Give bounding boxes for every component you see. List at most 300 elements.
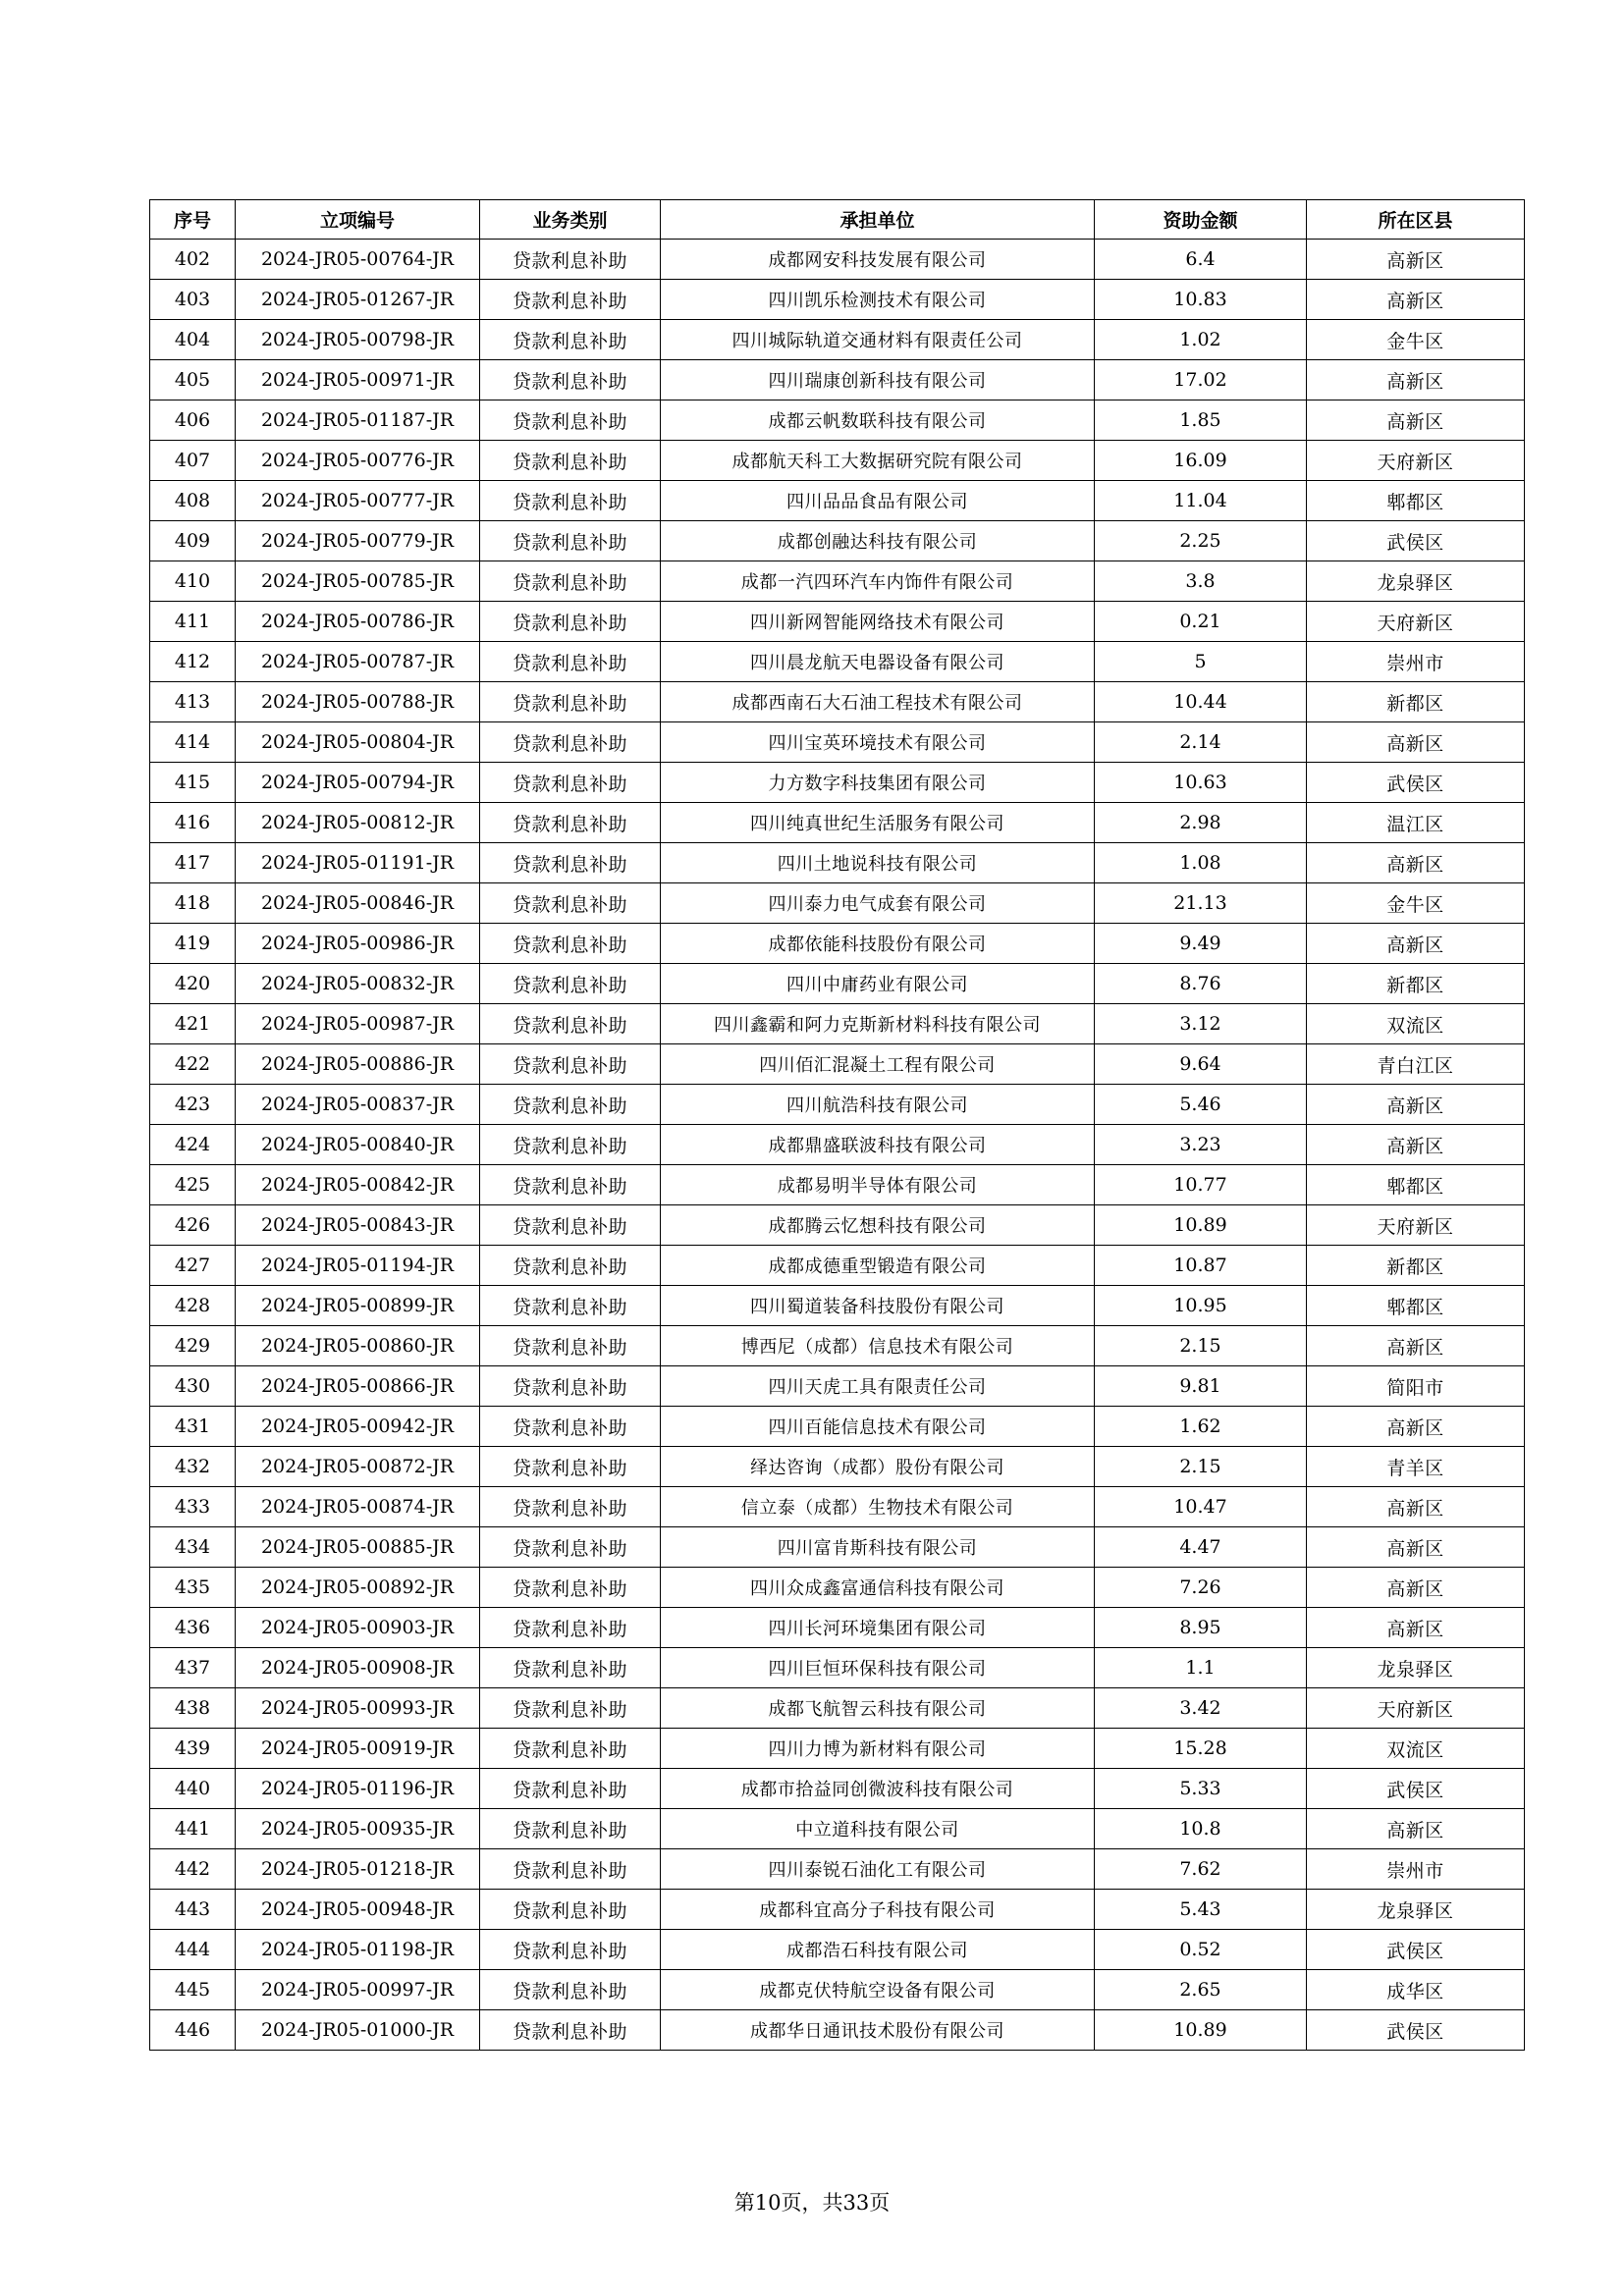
cell-district: 天府新区 — [1307, 441, 1525, 481]
table-row — [150, 561, 1525, 602]
cell-amount: 10.8 — [1095, 1809, 1307, 1849]
cell-project-code: 2024-JR05-00832-JR — [236, 964, 480, 1004]
header-business-type: 业务类别 — [480, 200, 661, 240]
cell-seq: 416 — [150, 803, 236, 843]
cell-district: 高新区 — [1307, 1326, 1525, 1366]
cell-business-type: 贷款利息补助 — [480, 1447, 661, 1487]
cell-company: 四川泰力电气成套有限公司 — [661, 883, 1095, 924]
cell-business-type: 贷款利息补助 — [480, 642, 661, 682]
table-row — [150, 1970, 1525, 2010]
cell-seq: 419 — [150, 924, 236, 964]
cell-amount: 10.47 — [1095, 1487, 1307, 1527]
cell-business-type: 贷款利息补助 — [480, 1326, 661, 1366]
cell-project-code: 2024-JR05-00812-JR — [236, 803, 480, 843]
table-row — [150, 1326, 1525, 1366]
cell-company: 博西尼（成都）信息技术有限公司 — [661, 1326, 1095, 1366]
cell-company: 四川中庸药业有限公司 — [661, 964, 1095, 1004]
cell-amount: 0.52 — [1095, 1930, 1307, 1970]
cell-business-type: 贷款利息补助 — [480, 602, 661, 642]
cell-business-type: 贷款利息补助 — [480, 1407, 661, 1447]
cell-amount: 2.15 — [1095, 1326, 1307, 1366]
cell-project-code: 2024-JR05-01267-JR — [236, 280, 480, 320]
cell-business-type: 贷款利息补助 — [480, 682, 661, 722]
cell-seq: 409 — [150, 521, 236, 561]
cell-project-code: 2024-JR05-00987-JR — [236, 1004, 480, 1044]
funding-table — [149, 199, 1525, 2051]
cell-district: 青白江区 — [1307, 1044, 1525, 1085]
cell-project-code: 2024-JR05-00860-JR — [236, 1326, 480, 1366]
cell-amount: 10.83 — [1095, 280, 1307, 320]
cell-company: 信立泰（成都）生物技术有限公司 — [661, 1487, 1095, 1527]
cell-amount: 1.1 — [1095, 1648, 1307, 1688]
cell-project-code: 2024-JR05-00874-JR — [236, 1487, 480, 1527]
cell-project-code: 2024-JR05-00777-JR — [236, 481, 480, 521]
cell-project-code: 2024-JR05-00866-JR — [236, 1366, 480, 1407]
cell-business-type: 贷款利息补助 — [480, 1004, 661, 1044]
cell-district: 高新区 — [1307, 722, 1525, 763]
cell-seq: 406 — [150, 400, 236, 441]
table-row — [150, 1004, 1525, 1044]
cell-amount: 8.95 — [1095, 1608, 1307, 1648]
cell-amount: 6.4 — [1095, 240, 1307, 280]
cell-project-code: 2024-JR05-00886-JR — [236, 1044, 480, 1085]
table-row — [150, 1246, 1525, 1286]
cell-company: 成都一汽四环汽车内饰件有限公司 — [661, 561, 1095, 602]
cell-business-type: 贷款利息补助 — [480, 1568, 661, 1608]
cell-amount: 10.63 — [1095, 763, 1307, 803]
table-row — [150, 1769, 1525, 1809]
cell-seq: 433 — [150, 1487, 236, 1527]
cell-amount: 3.42 — [1095, 1688, 1307, 1729]
cell-seq: 425 — [150, 1165, 236, 1205]
cell-amount: 7.26 — [1095, 1568, 1307, 1608]
cell-district: 青羊区 — [1307, 1447, 1525, 1487]
table-body — [150, 240, 1525, 2051]
cell-district: 高新区 — [1307, 1125, 1525, 1165]
table-row — [150, 1849, 1525, 1890]
cell-seq: 408 — [150, 481, 236, 521]
cell-business-type: 贷款利息补助 — [480, 1205, 661, 1246]
table-row — [150, 1729, 1525, 1769]
cell-project-code: 2024-JR05-00843-JR — [236, 1205, 480, 1246]
cell-company: 成都云帆数联科技有限公司 — [661, 400, 1095, 441]
cell-district: 高新区 — [1307, 280, 1525, 320]
cell-district: 新都区 — [1307, 682, 1525, 722]
cell-amount: 3.8 — [1095, 561, 1307, 602]
header-project-code: 立项编号 — [236, 200, 480, 240]
cell-seq: 414 — [150, 722, 236, 763]
cell-seq: 435 — [150, 1568, 236, 1608]
cell-amount: 2.14 — [1095, 722, 1307, 763]
cell-project-code: 2024-JR05-00794-JR — [236, 763, 480, 803]
cell-company: 成都科宜高分子科技有限公司 — [661, 1890, 1095, 1930]
cell-business-type: 贷款利息补助 — [480, 1165, 661, 1205]
cell-business-type: 贷款利息补助 — [480, 1608, 661, 1648]
cell-district: 高新区 — [1307, 1568, 1525, 1608]
cell-company: 成都成德重型锻造有限公司 — [661, 1246, 1095, 1286]
cell-business-type: 贷款利息补助 — [480, 1729, 661, 1769]
cell-business-type: 贷款利息补助 — [480, 240, 661, 280]
cell-business-type: 贷款利息补助 — [480, 1044, 661, 1085]
cell-seq: 404 — [150, 320, 236, 360]
cell-project-code: 2024-JR05-00997-JR — [236, 1970, 480, 2010]
cell-district: 郫都区 — [1307, 1165, 1525, 1205]
cell-district: 武侯区 — [1307, 763, 1525, 803]
cell-amount: 5.46 — [1095, 1085, 1307, 1125]
cell-company: 力方数字科技集团有限公司 — [661, 763, 1095, 803]
cell-seq: 415 — [150, 763, 236, 803]
table-row — [150, 400, 1525, 441]
cell-company: 四川凯乐检测技术有限公司 — [661, 280, 1095, 320]
cell-seq: 426 — [150, 1205, 236, 1246]
table-row — [150, 1165, 1525, 1205]
cell-company: 成都克伏特航空设备有限公司 — [661, 1970, 1095, 2010]
table-header-row — [150, 200, 1525, 240]
table-row — [150, 763, 1525, 803]
table-row — [150, 964, 1525, 1004]
cell-amount: 9.49 — [1095, 924, 1307, 964]
cell-project-code: 2024-JR05-00787-JR — [236, 642, 480, 682]
cell-amount: 2.15 — [1095, 1447, 1307, 1487]
cell-seq: 421 — [150, 1004, 236, 1044]
cell-company: 四川航浩科技有限公司 — [661, 1085, 1095, 1125]
cell-business-type: 贷款利息补助 — [480, 964, 661, 1004]
cell-district: 天府新区 — [1307, 602, 1525, 642]
cell-district: 高新区 — [1307, 240, 1525, 280]
cell-company: 成都浩石科技有限公司 — [661, 1930, 1095, 1970]
cell-seq: 403 — [150, 280, 236, 320]
cell-amount: 10.89 — [1095, 1205, 1307, 1246]
cell-project-code: 2024-JR05-00942-JR — [236, 1407, 480, 1447]
cell-seq: 438 — [150, 1688, 236, 1729]
cell-amount: 9.81 — [1095, 1366, 1307, 1407]
cell-seq: 424 — [150, 1125, 236, 1165]
cell-amount: 3.23 — [1095, 1125, 1307, 1165]
cell-business-type: 贷款利息补助 — [480, 1487, 661, 1527]
cell-amount: 21.13 — [1095, 883, 1307, 924]
cell-seq: 437 — [150, 1648, 236, 1688]
cell-business-type: 贷款利息补助 — [480, 1246, 661, 1286]
cell-company: 成都易明半导体有限公司 — [661, 1165, 1095, 1205]
table-row — [150, 843, 1525, 883]
cell-district: 双流区 — [1307, 1729, 1525, 1769]
cell-amount: 10.77 — [1095, 1165, 1307, 1205]
cell-business-type: 贷款利息补助 — [480, 1930, 661, 1970]
cell-district: 天府新区 — [1307, 1205, 1525, 1246]
cell-company: 四川力博为新材料有限公司 — [661, 1729, 1095, 1769]
cell-seq: 432 — [150, 1447, 236, 1487]
cell-company: 四川城际轨道交通材料有限责任公司 — [661, 320, 1095, 360]
cell-business-type: 贷款利息补助 — [480, 1286, 661, 1326]
cell-company: 成都鼎盛联波科技有限公司 — [661, 1125, 1095, 1165]
cell-district: 高新区 — [1307, 1809, 1525, 1849]
cell-business-type: 贷款利息补助 — [480, 722, 661, 763]
table-row — [150, 682, 1525, 722]
cell-company: 四川天虎工具有限责任公司 — [661, 1366, 1095, 1407]
cell-company: 成都腾云忆想科技有限公司 — [661, 1205, 1095, 1246]
cell-seq: 417 — [150, 843, 236, 883]
cell-seq: 410 — [150, 561, 236, 602]
cell-business-type: 贷款利息补助 — [480, 561, 661, 602]
cell-seq: 423 — [150, 1085, 236, 1125]
cell-company: 四川富肯斯科技有限公司 — [661, 1527, 1095, 1568]
cell-company: 四川土地说科技有限公司 — [661, 843, 1095, 883]
cell-amount: 1.02 — [1095, 320, 1307, 360]
cell-business-type: 贷款利息补助 — [480, 763, 661, 803]
cell-amount: 10.87 — [1095, 1246, 1307, 1286]
cell-seq: 420 — [150, 964, 236, 1004]
cell-district: 龙泉驿区 — [1307, 561, 1525, 602]
cell-district: 高新区 — [1307, 1487, 1525, 1527]
cell-project-code: 2024-JR05-00786-JR — [236, 602, 480, 642]
table-row — [150, 481, 1525, 521]
cell-district: 武侯区 — [1307, 1769, 1525, 1809]
cell-district: 高新区 — [1307, 1407, 1525, 1447]
cell-district: 新都区 — [1307, 964, 1525, 1004]
cell-district: 高新区 — [1307, 400, 1525, 441]
cell-project-code: 2024-JR05-00846-JR — [236, 883, 480, 924]
page-number: 第10页，共33页 — [733, 2191, 891, 2215]
header-company: 承担单位 — [661, 200, 1095, 240]
cell-business-type: 贷款利息补助 — [480, 1125, 661, 1165]
cell-amount: 10.89 — [1095, 2010, 1307, 2051]
cell-seq: 439 — [150, 1729, 236, 1769]
cell-business-type: 贷款利息补助 — [480, 2010, 661, 2051]
cell-seq: 422 — [150, 1044, 236, 1085]
cell-district: 崇州市 — [1307, 1849, 1525, 1890]
table-row — [150, 883, 1525, 924]
cell-project-code: 2024-JR05-00908-JR — [236, 1648, 480, 1688]
cell-project-code: 2024-JR05-00892-JR — [236, 1568, 480, 1608]
cell-amount: 17.02 — [1095, 360, 1307, 400]
cell-amount: 15.28 — [1095, 1729, 1307, 1769]
table-row — [150, 722, 1525, 763]
cell-amount: 10.44 — [1095, 682, 1307, 722]
cell-seq: 430 — [150, 1366, 236, 1407]
cell-amount: 5 — [1095, 642, 1307, 682]
cell-project-code: 2024-JR05-00785-JR — [236, 561, 480, 602]
cell-district: 简阳市 — [1307, 1366, 1525, 1407]
cell-seq: 407 — [150, 441, 236, 481]
cell-business-type: 贷款利息补助 — [480, 441, 661, 481]
cell-business-type: 贷款利息补助 — [480, 1809, 661, 1849]
cell-amount: 2.65 — [1095, 1970, 1307, 2010]
cell-company: 成都网安科技发展有限公司 — [661, 240, 1095, 280]
cell-amount: 5.43 — [1095, 1890, 1307, 1930]
cell-seq: 431 — [150, 1407, 236, 1447]
cell-project-code: 2024-JR05-01194-JR — [236, 1246, 480, 1286]
table-row — [150, 1527, 1525, 1568]
cell-amount: 9.64 — [1095, 1044, 1307, 1085]
cell-project-code: 2024-JR05-00903-JR — [236, 1608, 480, 1648]
table-row — [150, 602, 1525, 642]
cell-district: 高新区 — [1307, 1527, 1525, 1568]
cell-business-type: 贷款利息补助 — [480, 1527, 661, 1568]
table-row — [150, 240, 1525, 280]
cell-seq: 429 — [150, 1326, 236, 1366]
cell-seq: 402 — [150, 240, 236, 280]
cell-district: 金牛区 — [1307, 320, 1525, 360]
cell-company: 四川鑫霸和阿力克斯新材料科技有限公司 — [661, 1004, 1095, 1044]
cell-seq: 411 — [150, 602, 236, 642]
cell-seq: 427 — [150, 1246, 236, 1286]
table-row — [150, 642, 1525, 682]
cell-company: 四川蜀道装备科技股份有限公司 — [661, 1286, 1095, 1326]
cell-district: 成华区 — [1307, 1970, 1525, 2010]
table-row — [150, 1044, 1525, 1085]
cell-company: 成都市拾益同创微波科技有限公司 — [661, 1769, 1095, 1809]
cell-company: 绎达咨询（成都）股份有限公司 — [661, 1447, 1095, 1487]
cell-seq: 445 — [150, 1970, 236, 2010]
cell-amount: 5.33 — [1095, 1769, 1307, 1809]
table-row — [150, 441, 1525, 481]
cell-company: 四川百能信息技术有限公司 — [661, 1407, 1095, 1447]
table-row — [150, 1648, 1525, 1688]
cell-district: 温江区 — [1307, 803, 1525, 843]
cell-district: 金牛区 — [1307, 883, 1525, 924]
cell-amount: 3.12 — [1095, 1004, 1307, 1044]
cell-district: 龙泉驿区 — [1307, 1890, 1525, 1930]
cell-project-code: 2024-JR05-00885-JR — [236, 1527, 480, 1568]
cell-business-type: 贷款利息补助 — [480, 924, 661, 964]
table-row — [150, 2010, 1525, 2051]
cell-district: 武侯区 — [1307, 521, 1525, 561]
cell-company: 四川晨龙航天电器设备有限公司 — [661, 642, 1095, 682]
cell-company: 四川泰锐石油化工有限公司 — [661, 1849, 1095, 1890]
cell-project-code: 2024-JR05-00776-JR — [236, 441, 480, 481]
cell-project-code: 2024-JR05-01000-JR — [236, 2010, 480, 2051]
cell-district: 武侯区 — [1307, 1930, 1525, 1970]
table-row — [150, 1890, 1525, 1930]
cell-amount: 1.85 — [1095, 400, 1307, 441]
cell-seq: 412 — [150, 642, 236, 682]
cell-district: 崇州市 — [1307, 642, 1525, 682]
cell-project-code: 2024-JR05-00872-JR — [236, 1447, 480, 1487]
cell-business-type: 贷款利息补助 — [480, 320, 661, 360]
cell-seq: 442 — [150, 1849, 236, 1890]
cell-project-code: 2024-JR05-00986-JR — [236, 924, 480, 964]
cell-district: 高新区 — [1307, 1085, 1525, 1125]
table-row — [150, 320, 1525, 360]
cell-district: 高新区 — [1307, 360, 1525, 400]
cell-project-code: 2024-JR05-01187-JR — [236, 400, 480, 441]
cell-district: 武侯区 — [1307, 2010, 1525, 2051]
cell-seq: 446 — [150, 2010, 236, 2051]
cell-business-type: 贷款利息补助 — [480, 1085, 661, 1125]
cell-project-code: 2024-JR05-00899-JR — [236, 1286, 480, 1326]
cell-seq: 428 — [150, 1286, 236, 1326]
cell-business-type: 贷款利息补助 — [480, 843, 661, 883]
cell-district: 郫都区 — [1307, 481, 1525, 521]
cell-district: 高新区 — [1307, 924, 1525, 964]
cell-project-code: 2024-JR05-00948-JR — [236, 1890, 480, 1930]
header-amount: 资助金额 — [1095, 200, 1307, 240]
table-row — [150, 1286, 1525, 1326]
table-row — [150, 1568, 1525, 1608]
table-row — [150, 803, 1525, 843]
header-district: 所在区县 — [1307, 200, 1525, 240]
cell-company: 成都飞航智云科技有限公司 — [661, 1688, 1095, 1729]
cell-project-code: 2024-JR05-00798-JR — [236, 320, 480, 360]
cell-project-code: 2024-JR05-00840-JR — [236, 1125, 480, 1165]
cell-seq: 434 — [150, 1527, 236, 1568]
table-row — [150, 1407, 1525, 1447]
table-row — [150, 1608, 1525, 1648]
cell-company: 四川品品食品有限公司 — [661, 481, 1095, 521]
cell-company: 成都航天科工大数据研究院有限公司 — [661, 441, 1095, 481]
cell-amount: 11.04 — [1095, 481, 1307, 521]
cell-company: 四川佰汇混凝土工程有限公司 — [661, 1044, 1095, 1085]
cell-business-type: 贷款利息补助 — [480, 1769, 661, 1809]
cell-project-code: 2024-JR05-00804-JR — [236, 722, 480, 763]
table-row — [150, 1366, 1525, 1407]
cell-company: 成都华日通讯技术股份有限公司 — [661, 2010, 1095, 2051]
cell-company: 成都创融达科技有限公司 — [661, 521, 1095, 561]
header-seq: 序号 — [150, 200, 236, 240]
cell-seq: 444 — [150, 1930, 236, 1970]
cell-amount: 0.21 — [1095, 602, 1307, 642]
cell-seq: 418 — [150, 883, 236, 924]
cell-district: 龙泉驿区 — [1307, 1648, 1525, 1688]
cell-business-type: 贷款利息补助 — [480, 280, 661, 320]
table-row — [150, 1688, 1525, 1729]
table-row — [150, 924, 1525, 964]
cell-company: 四川巨恒环保科技有限公司 — [661, 1648, 1095, 1688]
cell-amount: 7.62 — [1095, 1849, 1307, 1890]
cell-project-code: 2024-JR05-00935-JR — [236, 1809, 480, 1849]
cell-district: 双流区 — [1307, 1004, 1525, 1044]
cell-project-code: 2024-JR05-01218-JR — [236, 1849, 480, 1890]
table-row — [150, 1085, 1525, 1125]
cell-project-code: 2024-JR05-01191-JR — [236, 843, 480, 883]
cell-business-type: 贷款利息补助 — [480, 883, 661, 924]
cell-seq: 441 — [150, 1809, 236, 1849]
cell-seq: 440 — [150, 1769, 236, 1809]
cell-amount: 8.76 — [1095, 964, 1307, 1004]
cell-amount: 4.47 — [1095, 1527, 1307, 1568]
cell-district: 郫都区 — [1307, 1286, 1525, 1326]
cell-company: 四川长河环境集团有限公司 — [661, 1608, 1095, 1648]
cell-project-code: 2024-JR05-00919-JR — [236, 1729, 480, 1769]
table-row — [150, 280, 1525, 320]
cell-project-code: 2024-JR05-00837-JR — [236, 1085, 480, 1125]
table-row — [150, 1205, 1525, 1246]
cell-amount: 16.09 — [1095, 441, 1307, 481]
cell-company: 四川纯真世纪生活服务有限公司 — [661, 803, 1095, 843]
cell-company: 中立道科技有限公司 — [661, 1809, 1095, 1849]
table-row — [150, 1487, 1525, 1527]
cell-amount: 1.08 — [1095, 843, 1307, 883]
cell-business-type: 贷款利息补助 — [480, 1688, 661, 1729]
cell-business-type: 贷款利息补助 — [480, 1849, 661, 1890]
cell-project-code: 2024-JR05-01198-JR — [236, 1930, 480, 1970]
cell-company: 成都西南石大石油工程技术有限公司 — [661, 682, 1095, 722]
cell-district: 新都区 — [1307, 1246, 1525, 1286]
cell-amount: 1.62 — [1095, 1407, 1307, 1447]
cell-district: 高新区 — [1307, 1608, 1525, 1648]
cell-amount: 2.98 — [1095, 803, 1307, 843]
cell-business-type: 贷款利息补助 — [480, 1648, 661, 1688]
cell-project-code: 2024-JR05-00788-JR — [236, 682, 480, 722]
cell-amount: 2.25 — [1095, 521, 1307, 561]
cell-business-type: 贷款利息补助 — [480, 1970, 661, 2010]
cell-seq: 436 — [150, 1608, 236, 1648]
cell-company: 四川众成鑫富通信科技有限公司 — [661, 1568, 1095, 1608]
table-row — [150, 1447, 1525, 1487]
cell-project-code: 2024-JR05-00779-JR — [236, 521, 480, 561]
cell-business-type: 贷款利息补助 — [480, 1890, 661, 1930]
cell-business-type: 贷款利息补助 — [480, 803, 661, 843]
